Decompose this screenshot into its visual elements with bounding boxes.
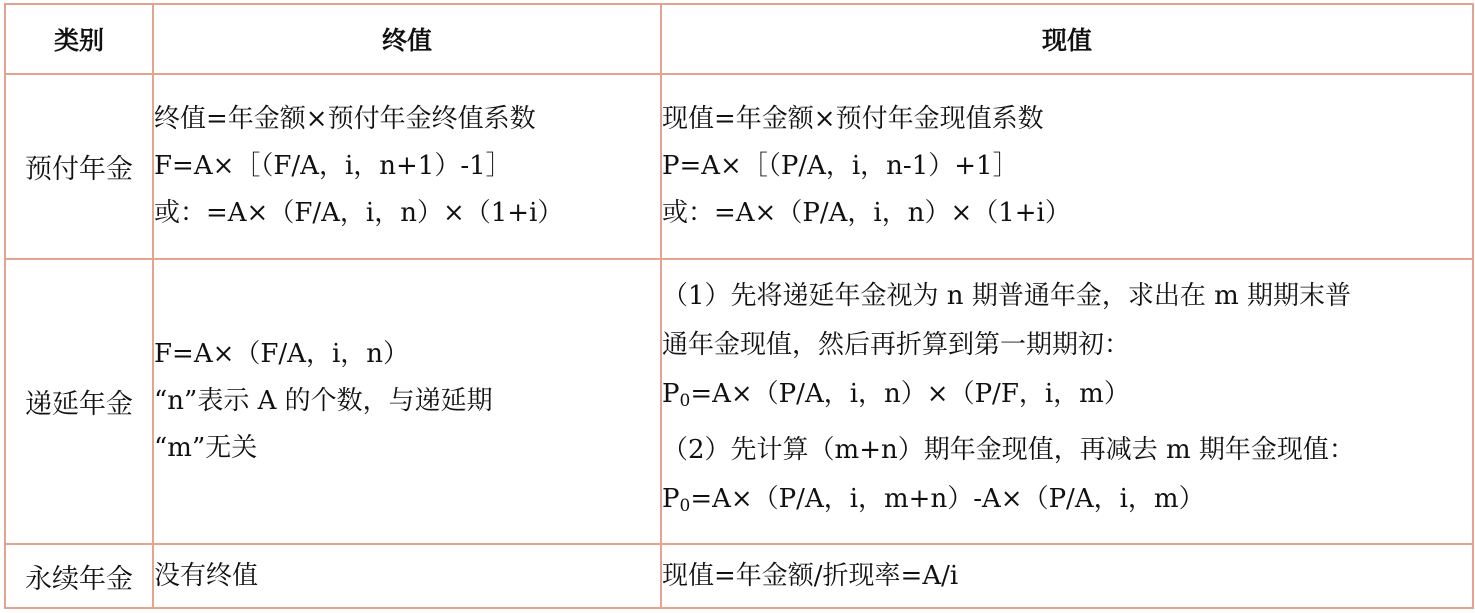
category-cell: 预付年金 xyxy=(5,74,153,259)
formula-line: F=A×［（F/A，i，n+1）-1］ xyxy=(154,151,512,181)
formula-line: P=A×［（P/A，i，n-1）+1］ xyxy=(662,151,1019,181)
header-present-value: 现值 xyxy=(661,4,1473,74)
equals-sign: = xyxy=(690,484,713,514)
present-value-cell xyxy=(661,544,1473,608)
formula-line: “m”无关 xyxy=(154,433,258,463)
formula-line: 或：=A×（P/A，i，n）×（1+i） xyxy=(662,198,1071,228)
symbol-p: P xyxy=(662,484,680,514)
formula-line: 现值=年金额/折现率=A/i xyxy=(662,560,959,591)
future-value-cell xyxy=(153,544,661,608)
table-row xyxy=(5,74,1473,259)
equals-sign: = xyxy=(690,379,713,409)
subscript-zero: 0 xyxy=(679,496,691,516)
formula-line: （2）先计算（m+n）期年金现值，再减去 m 期年金现值： xyxy=(662,435,1355,465)
formula-line xyxy=(662,475,1472,531)
formula-line: F=A×（F/A，i，n） xyxy=(154,339,410,369)
present-value-cell xyxy=(661,259,1473,544)
formula-line: “n”表示 A 的个数，与递延期 xyxy=(154,386,493,416)
category-cell: 递延年金 xyxy=(5,259,153,544)
formula-text: A×（P/A，i，n）×（P/F，i，m） xyxy=(712,379,1130,409)
table-row xyxy=(5,259,1473,544)
formula-line: 终值=年金额×预付年金终值系数 xyxy=(154,104,536,134)
formula-line: （1）先将递延年金视为 n 期普通年金，求出在 m 期期末普 xyxy=(662,281,1352,311)
table-header-row xyxy=(5,4,1473,74)
formula-line: 没有终值 xyxy=(154,560,259,591)
formula-text: A×（P/A，i，m+n）-A×（P/A，i，m） xyxy=(712,484,1205,514)
formula-line xyxy=(662,370,1472,426)
formula-line: 现值=年金额×预付年金现值系数 xyxy=(662,104,1044,134)
table-row xyxy=(5,544,1473,608)
present-value-cell xyxy=(661,74,1473,259)
header-category: 类别 xyxy=(5,4,153,74)
subscript-zero: 0 xyxy=(679,391,691,411)
header-future-value: 终值 xyxy=(153,4,661,74)
formula-line: 或：=A×（F/A，i，n）×（1+i） xyxy=(154,198,564,228)
future-value-cell xyxy=(153,74,661,259)
annuity-table xyxy=(4,3,1474,609)
symbol-p: P xyxy=(662,379,680,409)
formula-line: 通年金现值，然后再折算到第一期期初： xyxy=(662,330,1131,360)
future-value-cell xyxy=(153,259,661,544)
category-cell: 永续年金 xyxy=(5,544,153,608)
